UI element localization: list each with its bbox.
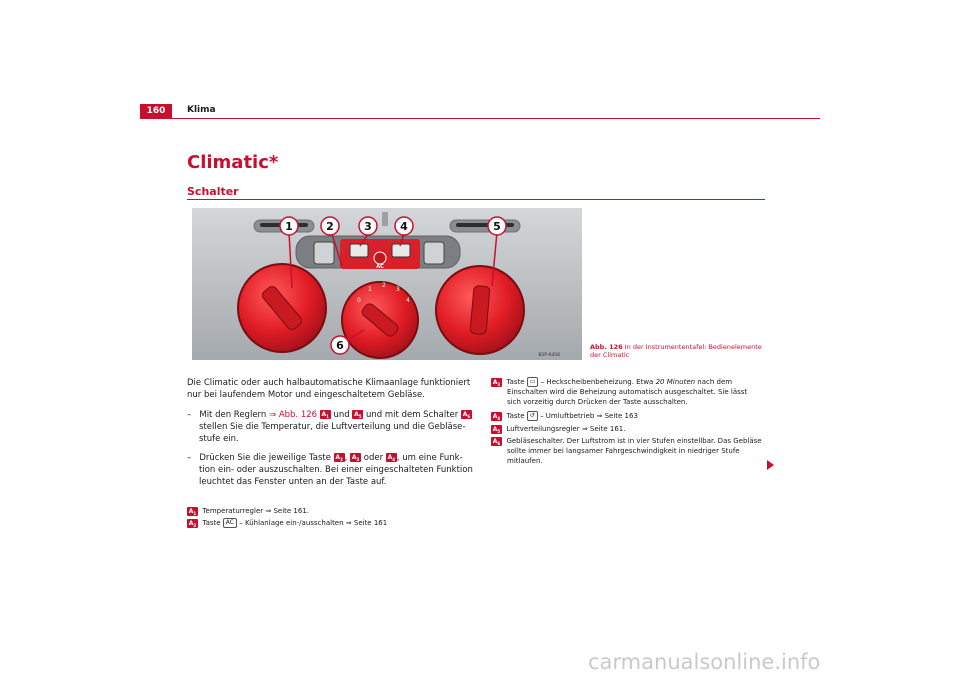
rear-window-heater-icon: ▭ [527, 377, 539, 387]
section-title: Climatic* [187, 152, 279, 173]
subsection-rule [187, 199, 765, 200]
callout-2 [321, 217, 339, 235]
fan-scale-4: 4 [406, 297, 410, 304]
callout-4 [395, 217, 413, 235]
bullet-dash: – [187, 410, 192, 420]
legend-line3: sich vorzeitig durch Drücken der Taste ausschalten. [507, 398, 688, 406]
bullet1-text-c: und mit dem Schalter [366, 410, 459, 420]
climatic-control-panel-figure [192, 208, 582, 360]
badge-a3: $A_3$ [351, 454, 360, 463]
fan-scale-0: 0 [357, 297, 361, 304]
legend-text: Luftverteilungsregler ⇒ Seite 161. [506, 425, 626, 433]
bullet2-line3: leuchtet das Fenster unten an der Taste auf. [199, 477, 387, 487]
legend-item-a4 [491, 411, 771, 421]
callout-6 [331, 336, 349, 354]
badge-a4: $A_4$ [387, 454, 396, 463]
panel-illustration [192, 208, 582, 360]
legend-badge: $A_6$ [492, 437, 501, 446]
legend-text: – Umluftbetrieb ⇒ Seite 163 [540, 412, 638, 420]
bullet2-text-c: , um eine Funk- [396, 453, 463, 463]
figure-code: B5P-0456 [538, 353, 560, 358]
legend-text: Temperaturregler ⇒ Seite 161. [202, 507, 309, 515]
badge-a6: $A_6$ [462, 411, 471, 420]
legend-badge: $A_1$ [188, 507, 197, 516]
next-page-arrow-icon[interactable] [767, 460, 774, 470]
bullet2-line2: tion ein- oder auszuschalten. Bei einer eingeschalteten Funktion [199, 465, 473, 475]
fan-scale-3: 3 [396, 286, 400, 293]
bullet1-line3: stufe ein. [199, 434, 239, 444]
badge-a5: $A_5$ [354, 411, 362, 420]
legend-line2: Einschalten wird die Beheizung automatisch ausgeschaltet. Sie lässt [507, 388, 748, 396]
legend-text: – Kühlanlage ein-/ausschalten ⇒ Seite 161 [239, 519, 388, 527]
legend-text-pre: Taste [506, 378, 525, 386]
legend-text: Gebläseschalter. Der Luftstrom ist in vier Stufen einstellbar. Das Gebläse [506, 437, 762, 445]
legend-badge: $A_2$ [188, 519, 197, 528]
legend-item-a2 [187, 518, 477, 528]
svg-text:2: 2 [326, 220, 334, 233]
svg-text:4: 4 [400, 220, 408, 233]
bullet1-line2: stellen Sie die Temperatur, die Luftverteilung und die Gebläse- [199, 422, 466, 432]
legend-badge: $A_4$ [492, 412, 501, 421]
page-number: 160 [140, 104, 172, 118]
recirculation-icon: ↺ [527, 411, 538, 421]
bullet2-text-a: Drücken Sie die jeweilige Taste [199, 453, 331, 463]
legend-line2: sollte immer bei langsamer Fahrgeschwindigkeit in niedriger Stufe [507, 447, 740, 455]
bullet1-text-a: Mit den Reglern [199, 410, 267, 420]
bullet2-sep: , [344, 453, 348, 463]
badge-a2: $A_2$ [335, 454, 343, 463]
svg-text:3: 3 [364, 220, 372, 233]
figure-ref-link[interactable]: Abb. 126 [278, 410, 318, 420]
badge-a1: $A_1$ [321, 411, 329, 420]
watermark: carmanualsonline.info [588, 650, 821, 674]
intro-paragraph: Die Climatic oder auch halbautomatische Klimaanlage funktioniert nur bei laufendem Motor und eingeschaltetem Gebläse. [187, 378, 471, 400]
fan-scale-2: 2 [382, 282, 386, 289]
ac-key-icon: AC [223, 518, 237, 528]
bullet-1 [187, 409, 477, 445]
callout-5 [488, 217, 506, 235]
bullet1-text-b: und [333, 410, 350, 420]
svg-text:5: 5 [493, 220, 501, 233]
subsection-title: Schalter [187, 185, 239, 198]
callout-1 [280, 217, 298, 235]
figure-caption [590, 343, 770, 359]
legend-badge: $A_3$ [492, 378, 501, 387]
legend-text-pre: Taste [202, 519, 221, 527]
header-rule [140, 118, 820, 119]
legend-badge: $A_5$ [492, 425, 501, 434]
fan-scale-1: 1 [368, 286, 372, 293]
bullet2-text-b: oder [363, 453, 384, 463]
ac-label: AC [376, 264, 384, 270]
callout-3 [359, 217, 377, 235]
legend-text-mid: – Heckscheibenbeheizung. Etwa [540, 378, 654, 386]
caption-text: In der Instrumententafel: Bedienelemente der Climatic [590, 343, 762, 359]
bullet-2 [187, 452, 477, 488]
chapter-title: Klima [187, 105, 216, 115]
legend-item-a1 [187, 506, 477, 516]
legend-text-post: nach dem [697, 378, 733, 386]
svg-text:1: 1 [285, 220, 293, 233]
legend-item-a5 [491, 424, 771, 434]
svg-text:6: 6 [336, 339, 344, 352]
legend-text-italic: 20 Minuten [655, 378, 696, 386]
legend-text-pre: Taste [506, 412, 525, 420]
ref-arrow: ⇒ [268, 410, 277, 420]
bullet-dash: – [187, 453, 192, 463]
legend-item-a3 [491, 377, 771, 407]
legend-item-a6 [491, 436, 771, 466]
legend-line3: mitlaufen. [507, 457, 543, 465]
caption-label: Abb. 126 [590, 343, 623, 351]
